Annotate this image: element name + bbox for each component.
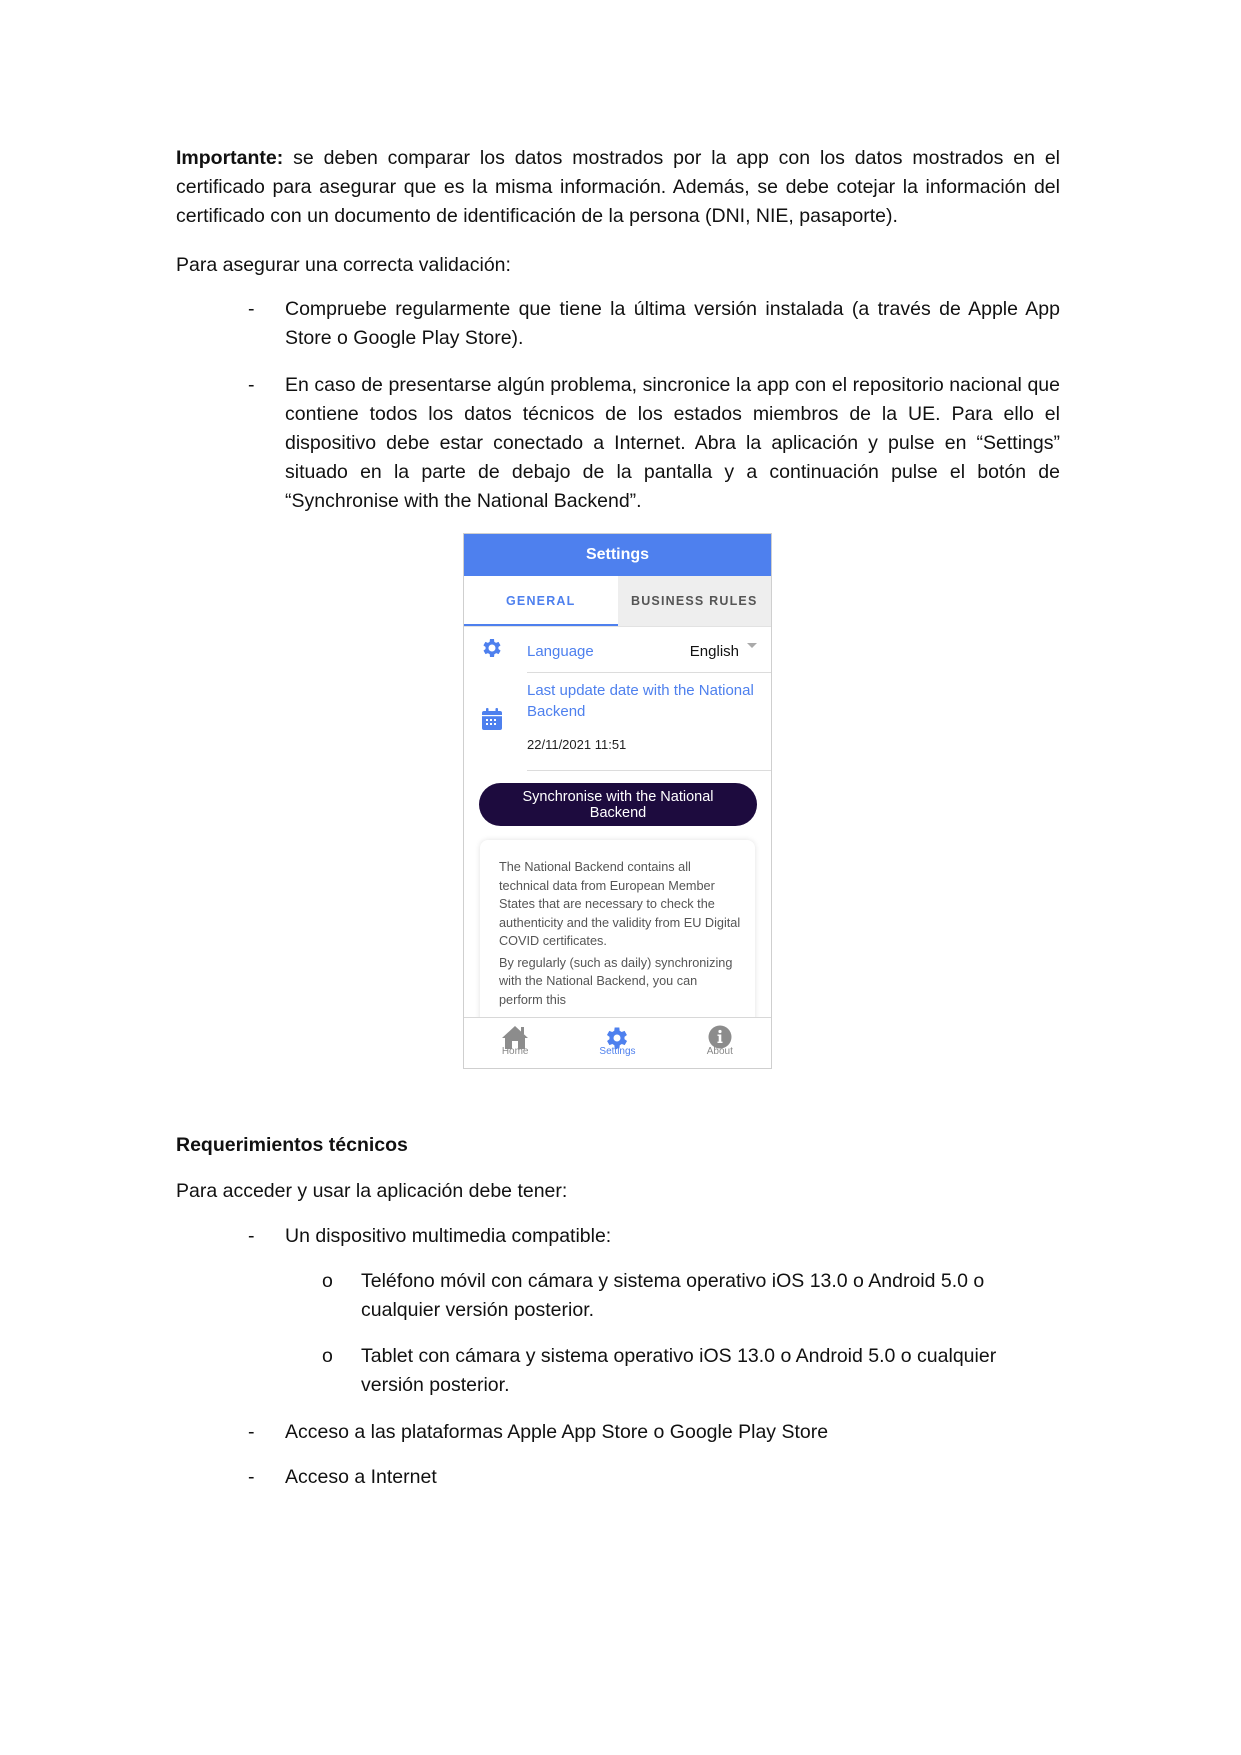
info-paragraph: The National Backend contains all technical data from European Member States that are necessary to check the authenticity and the validity from EU Digital COVID certificates. <box>499 860 741 948</box>
bullet-dash: - <box>248 1421 255 1443</box>
divider <box>527 672 771 673</box>
language-value[interactable]: English <box>689 643 739 660</box>
info-paragraph: By regularly (such as daily) synchronizing with the National Backend, you can perform this <box>499 955 733 1007</box>
synchronise-button[interactable]: Synchronise with the National Backend <box>479 783 757 826</box>
bullet-dash: - <box>248 374 255 396</box>
tabbar-item-home[interactable] <box>464 1018 566 1068</box>
tab-general[interactable]: GENERAL <box>464 576 618 626</box>
app-header-title: Settings <box>464 534 771 576</box>
tabbar-item-settings[interactable] <box>566 1018 668 1068</box>
divider <box>527 770 771 771</box>
gear-icon <box>480 636 504 669</box>
bullet-circle: o <box>322 1345 333 1367</box>
validation-item: En caso de presentarse algún problema, sincronice la app con el repositorio nacional que contiene todos los datos técnicos de los estados miembros de la UE. Para ello el dispositivo debe estar conectado a Internet. Abra la aplicación y pulse en “Settings” situado en la parte de debajo de la pantalla y a continuación pulse el botón de “Synchronise with the National Backend”. <box>285 374 1060 512</box>
settings-tabs <box>464 576 771 627</box>
info-card <box>480 840 755 1040</box>
device-subitem: Teléfono móvil con cámara y sistema operativo iOS 13.0 o Android 5.0 o cualquier versión posterior. <box>361 1270 985 1321</box>
app-settings-screenshot <box>463 533 772 1069</box>
validation-item: Compruebe regularmente que tiene la última versión instalada (a través de Apple App Store o Google Play Store). <box>285 298 1060 349</box>
validation-intro: Para asegurar una correcta validación: <box>176 254 511 276</box>
requirement-item: Acceso a las plataformas Apple App Store o Google Play Store <box>285 1421 829 1443</box>
important-label: Importante: <box>176 147 284 169</box>
last-update-value: 22/11/2021 11:51 <box>527 737 627 752</box>
bottom-tab-bar <box>464 1017 771 1068</box>
tabbar-label: About <box>706 1046 733 1057</box>
bullet-dash: - <box>248 1466 255 1488</box>
calendar-icon <box>481 707 503 740</box>
tabbar-label: Home <box>501 1046 529 1057</box>
language-label: Language <box>527 643 594 660</box>
tabbar-label: Settings <box>599 1046 636 1057</box>
tabbar-item-about[interactable] <box>669 1018 771 1068</box>
requirements-intro: Para acceder y usar la aplicación debe tener: <box>176 1180 568 1202</box>
tab-business-rules[interactable]: BUSINESS RULES <box>618 576 772 626</box>
important-text: se deben comparar los datos mostrados por la app con los datos mostrados en el certificado para asegurar que es la misma información. Además, se debe cotejar la información del certificado con un documento de identificación de la persona (DNI, NIE, pasaporte). <box>176 147 1060 227</box>
last-update-row <box>464 680 771 760</box>
requirement-item: Un dispositivo multimedia compatible: <box>285 1225 612 1247</box>
requirements-heading: Requerimientos técnicos <box>176 1134 408 1156</box>
bullet-circle: o <box>322 1270 333 1292</box>
dropdown-caret-icon[interactable] <box>747 643 757 648</box>
last-update-label: Last update date with the National Backend <box>527 682 754 720</box>
important-paragraph <box>176 144 1060 231</box>
language-row[interactable] <box>464 637 771 667</box>
device-subitem: Tablet con cámara y sistema operativo iOS 13.0 o Android 5.0 o cualquier versión posterior. <box>361 1345 997 1396</box>
bullet-dash: - <box>248 298 255 320</box>
requirement-item: Acceso a Internet <box>285 1466 437 1488</box>
bullet-dash: - <box>248 1225 255 1247</box>
